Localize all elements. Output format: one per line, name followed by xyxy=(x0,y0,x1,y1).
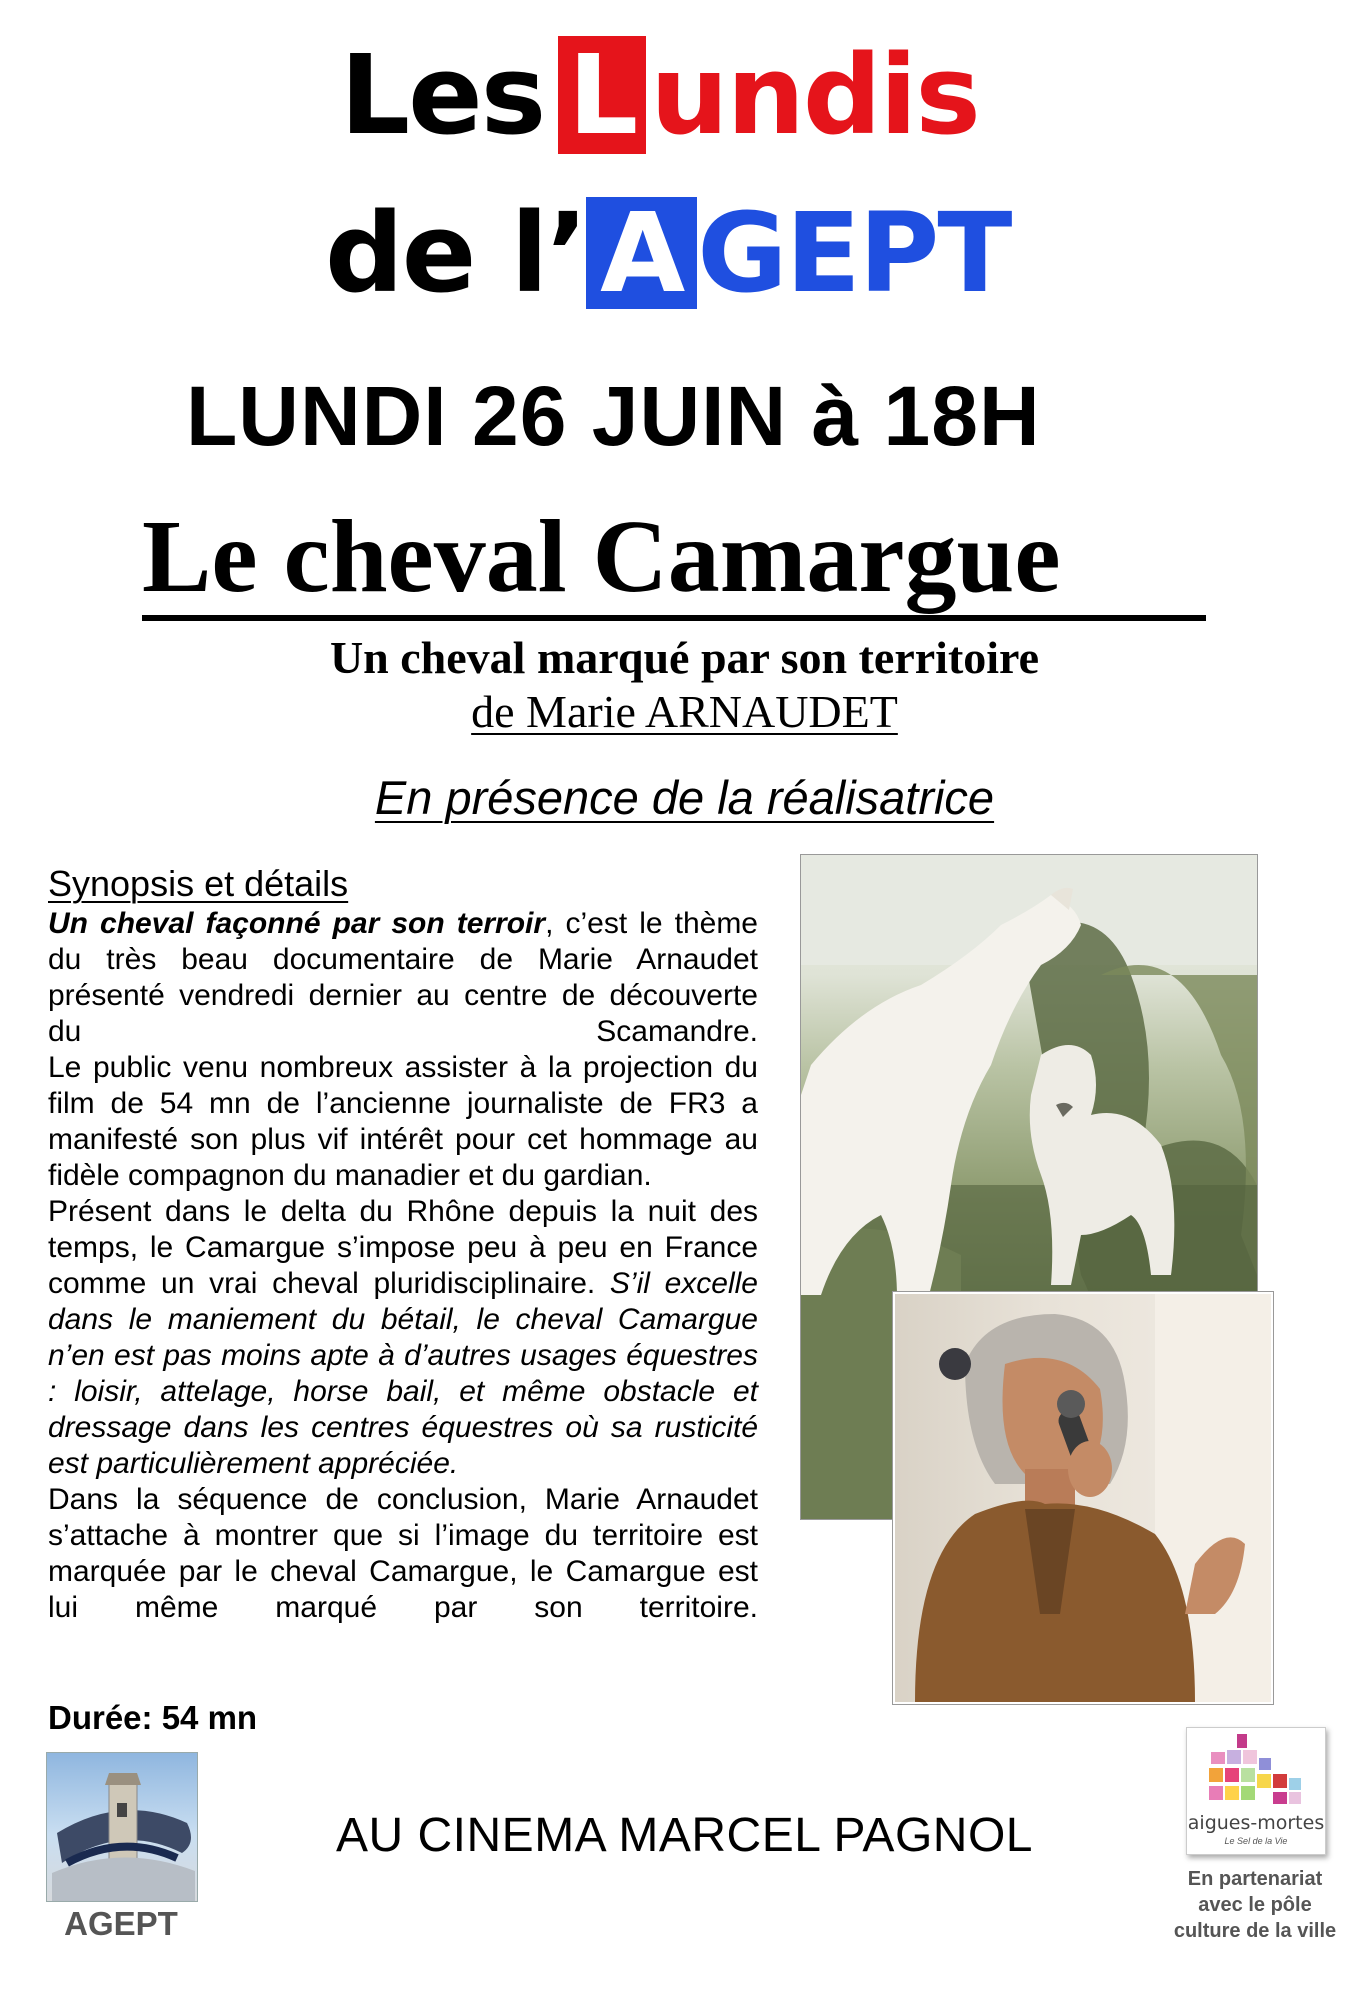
synopsis-p3-plain: Présent dans le delta du Rhône depuis la nuit des temps, le Camargue s’impose peu à peu en France comme un vrai cheval pluridisciplinaire. xyxy=(48,1195,758,1300)
logo-boxed-a: A xyxy=(586,197,697,309)
agept-logo xyxy=(46,1752,198,1902)
synopsis-paragraph-2: Le public venu nombreux assister à la projection du film de 54 mn de l’ancienne journaliste de FR3 a manifesté son plus vif intérêt pour cet hommage au fidèle compagnon du manadier et du gardian. xyxy=(48,1051,758,1192)
director-photo-drawing xyxy=(895,1294,1271,1702)
logo-les: Les xyxy=(340,31,545,159)
title-logo-line-1 xyxy=(340,30,979,160)
logo-boxed-l: L xyxy=(558,36,646,154)
venue xyxy=(0,1808,1369,1864)
film-author xyxy=(0,686,1369,738)
film-author-text: de Marie ARNAUDET xyxy=(471,686,898,737)
logo-undis: undis xyxy=(650,31,979,159)
aigues-mortes-logo-mosaic xyxy=(1187,1728,1325,1812)
venue-text: AU CINEMA MARCEL PAGNOL xyxy=(336,1809,1033,1862)
synopsis-paragraph-4: Dans la séquence de conclusion, Marie Arnaudet s’attache à montrer que si l’image du territoire est marquée par le cheval Camargue, le Camargue est lui même marqué par son territoire. xyxy=(48,1483,758,1624)
partnership-note: En partenariat avec le pôle culture de la ville xyxy=(1173,1868,1337,1942)
director-photo xyxy=(893,1292,1273,1704)
synopsis-p1-rest: , c’est le thème du très beau documentaire de Marie Arnaudet présenté vendredi dernier au centre de découverte du Scamandre. xyxy=(48,907,758,1048)
agept-label: AGEPT xyxy=(64,1905,178,1942)
aigues-mortes-logo xyxy=(1186,1727,1326,1855)
presence-text: En présence de la réalisatrice xyxy=(374,771,995,824)
aigues-mortes-name: aigues-mortes xyxy=(1187,1812,1325,1834)
synopsis-paragraph-1 xyxy=(48,906,758,1050)
event-date: LUNDI 26 JUIN à 18H xyxy=(186,369,1041,463)
synopsis-body xyxy=(48,906,758,1626)
logo-de-l: de l’ xyxy=(325,189,587,317)
title-underline xyxy=(142,615,1206,621)
agept-logo-drawing xyxy=(47,1753,197,1901)
synopsis-p3-italic: S’il excelle dans le maniement du bétail, le cheval Camargue n’en est pas moins apte à d’autres usages équestres : loisir, attelage, horse bail, et même obstacle et dressage dans les centres équestres où sa rusticité est particulièrement appréciée. xyxy=(48,1267,758,1480)
film-title: Le cheval Camargue xyxy=(142,499,1061,614)
synopsis-heading: Synopsis et détails xyxy=(48,863,349,904)
title-logo-line-2 xyxy=(325,188,1010,318)
duration: Durée: 54 mn xyxy=(48,1699,258,1736)
synopsis-paragraph-3 xyxy=(48,1194,758,1482)
logo-gept: GEPT xyxy=(697,189,1011,317)
film-subtitle: Un cheval marqué par son territoire xyxy=(329,632,1040,683)
synopsis-lead: Un cheval façonné par son terroir xyxy=(48,907,546,940)
presence-note xyxy=(0,770,1369,826)
aigues-mortes-tagline: Le Sel de la Vie xyxy=(1224,1836,1288,1846)
